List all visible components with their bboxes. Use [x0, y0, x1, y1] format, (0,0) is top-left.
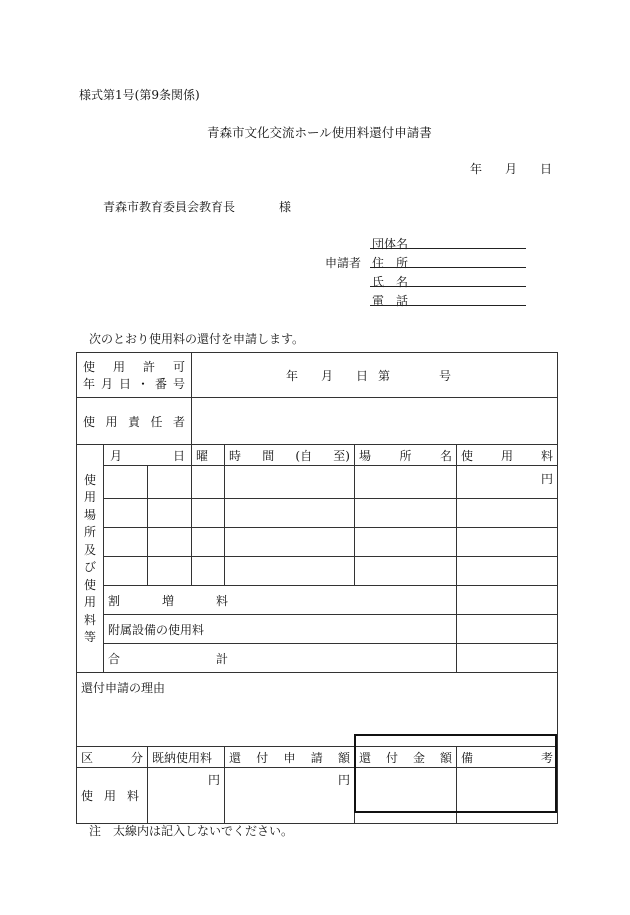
- usage-place-cell[interactable]: [355, 466, 457, 499]
- header-fee: 使 用 料: [457, 445, 558, 466]
- date-day: 日: [540, 162, 553, 176]
- header-place: 場 所 名: [355, 445, 457, 466]
- equipment-label: 附属設備の使用料: [104, 615, 457, 644]
- applicant-org-label: 団体名: [372, 237, 409, 251]
- responsible-row: [77, 398, 558, 445]
- total-row: [77, 644, 558, 673]
- applicant-label: 申請者: [325, 256, 362, 270]
- applicant-name-field[interactable]: [370, 286, 526, 287]
- applicant-org-field[interactable]: [370, 248, 526, 249]
- refund-value-row: [77, 768, 558, 824]
- form-number: 様式第1号(第9条関係): [79, 88, 200, 102]
- refund-requested-value[interactable]: [225, 768, 355, 824]
- usage-weekday-cell[interactable]: [192, 528, 225, 557]
- usage-day-cell[interactable]: [148, 466, 192, 499]
- usage-place-cell[interactable]: [355, 557, 457, 586]
- usage-side-label: 使 用 場 所 及 び 使 用 料 等: [77, 445, 104, 673]
- refund-remarks-value: [457, 768, 558, 824]
- form-title: 青森市文化交流ホール使用料還付申請書: [207, 125, 432, 140]
- equipment-row: [77, 615, 558, 644]
- header-time: 時 間 (自 至): [225, 445, 355, 466]
- yen-unit: 円: [541, 472, 554, 486]
- reason-field[interactable]: [77, 673, 558, 747]
- surcharge-row: [77, 586, 558, 615]
- total-label: 合 計: [104, 644, 457, 673]
- applicant-address-label: 住 所: [372, 256, 409, 270]
- refund-category-header: 区 分: [77, 747, 148, 768]
- header-weekday: 曜: [192, 445, 225, 466]
- usage-place-cell[interactable]: [355, 499, 457, 528]
- refund-row-label: 使 用 料: [77, 768, 148, 824]
- honorific: 様: [279, 200, 292, 214]
- usage-row: [77, 466, 558, 499]
- refund-paid-value[interactable]: [148, 768, 225, 824]
- usage-fee-cell[interactable]: [457, 557, 558, 586]
- applicant-name-label: 氏 名: [372, 275, 409, 289]
- permit-label: 使 用 許 可 年 月 日 ・ 番 号: [77, 353, 192, 398]
- equipment-value[interactable]: [457, 615, 558, 644]
- usage-time-cell[interactable]: [225, 528, 355, 557]
- usage-fee-cell[interactable]: [457, 528, 558, 557]
- usage-place-cell[interactable]: [355, 528, 457, 557]
- usage-row: [77, 528, 558, 557]
- usage-day-cell[interactable]: [148, 499, 192, 528]
- usage-month-cell[interactable]: [104, 466, 148, 499]
- surcharge-value[interactable]: [457, 586, 558, 615]
- reason-label: 還付申請の理由: [81, 681, 166, 695]
- usage-weekday-cell[interactable]: [192, 557, 225, 586]
- usage-time-cell[interactable]: [225, 466, 355, 499]
- refund-remarks-header: 備 考: [457, 747, 558, 768]
- usage-row: [77, 557, 558, 586]
- usage-month-cell[interactable]: [104, 557, 148, 586]
- yen-unit: 円: [208, 773, 221, 787]
- refund-amount-header: 還 付 金 額: [355, 747, 457, 768]
- footnote: 注 太線内は記入しないでください。: [89, 824, 294, 838]
- total-value[interactable]: [457, 644, 558, 673]
- responsible-value[interactable]: [192, 398, 558, 445]
- usage-month-cell[interactable]: [104, 499, 148, 528]
- responsible-label: 使 用 責 任 者: [77, 398, 192, 445]
- usage-time-cell[interactable]: [225, 499, 355, 528]
- applicant-phone-label: 電 話: [372, 294, 409, 308]
- usage-header-row: [77, 445, 558, 466]
- reason-row: [77, 673, 558, 747]
- usage-weekday-cell[interactable]: [192, 466, 225, 499]
- refund-requested-header: 還 付 申 請 額: [225, 747, 355, 768]
- addressee: 青森市教育委員会教育長: [103, 200, 236, 214]
- usage-time-cell[interactable]: [225, 557, 355, 586]
- applicant-phone-field[interactable]: [370, 305, 526, 306]
- permit-value[interactable]: 年 月 日 第 号: [192, 353, 558, 398]
- surcharge-label: 割 増 料: [104, 586, 457, 615]
- usage-row: [77, 499, 558, 528]
- refund-form-table: [76, 352, 558, 824]
- usage-day-cell[interactable]: [148, 557, 192, 586]
- yen-unit: 円: [338, 773, 351, 787]
- intro-text: 次のとおり使用料の還付を申請します。: [89, 332, 305, 346]
- date-year: 年: [470, 162, 483, 176]
- usage-fee-cell[interactable]: [457, 499, 558, 528]
- usage-month-cell[interactable]: [104, 528, 148, 557]
- usage-day-cell[interactable]: [148, 528, 192, 557]
- date-month: 月: [505, 162, 518, 176]
- refund-amount-value: [355, 768, 457, 824]
- refund-header-row: [77, 747, 558, 768]
- usage-weekday-cell[interactable]: [192, 499, 225, 528]
- usage-fee-cell[interactable]: [457, 466, 558, 499]
- applicant-address-field[interactable]: [370, 267, 526, 268]
- header-month-day: 月 日: [104, 445, 192, 466]
- refund-paid-header: 既納使用料: [148, 747, 225, 768]
- permit-row: [77, 353, 558, 398]
